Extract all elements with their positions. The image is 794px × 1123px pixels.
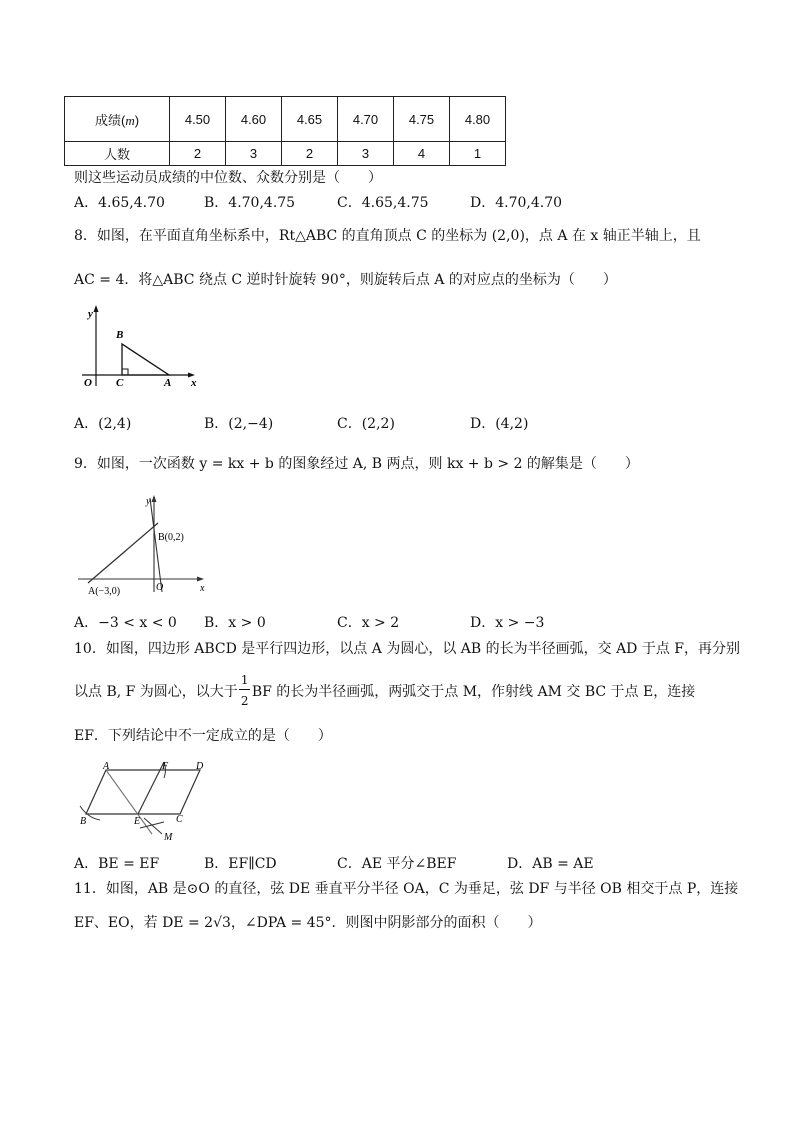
q9-function-line [88,523,158,583]
q9-label-a: A(−3,0) [88,586,121,597]
score-cell: 4.50 [170,97,226,142]
q10-stem-line2 [74,673,696,708]
q8-label-b: B [116,329,124,341]
count-cell: 3 [338,142,394,166]
score-cell: 4.80 [450,97,506,142]
q7-option-d[interactable]: D．4.70,4.70 [470,195,563,211]
score-cell: 4.75 [394,97,450,142]
count-cell: 2 [170,142,226,166]
q7-stem: 则这些运动员成绩的中位数、众数分别是（ ） [74,170,382,186]
q8-option-a[interactable]: A．(2,4) [74,416,132,432]
q10-option-c[interactable]: C．AE 平分∠BEF [337,856,457,872]
q8-option-b[interactable]: B．(2,−4) [204,416,274,432]
q10-option-b[interactable]: B．EF∥CD [204,856,277,872]
q9-label-y: y [146,496,151,507]
q8-triangle [122,344,169,375]
q10-figure [74,758,214,842]
count-cell: 4 [394,142,450,166]
count-label-cell: 人数 [65,142,170,166]
q10-option-d[interactable]: D．AB = AE [507,856,594,872]
q9-stem: 9．如图，一次函数 y = kx + b 的图象经过 A, B 两点，则 kx + b > 2 的解集是（ ） [74,456,639,472]
table-row [65,142,506,166]
q7-option-c[interactable]: C．4.65,4.75 [337,195,429,211]
q9-option-a[interactable]: A．−3 < x < 0 [74,615,177,631]
q7-option-b[interactable]: B．4.70,4.75 [204,195,296,211]
q10-label-d: D [196,761,204,772]
q10-fraction-numerator: 1 [240,673,249,687]
q8-stem-line2: AC = 4．将△ABC 绕点 C 逆时针旋转 90°，则旋转后点 A 的对应点的坐标为（ ） [74,272,617,288]
q8-label-x: x [191,377,197,389]
q10-line2-part-b: BF 的长为半径画弧，两弧交于点 M，作射线 AM 交 BC 于点 E，连接 [251,684,696,700]
q9-crossing-line [150,498,162,592]
q10-label-c: C [176,814,183,825]
q10-fraction-denominator: 2 [240,694,249,708]
table-row [65,97,506,142]
score-cell: 4.65 [282,97,338,142]
score-cell: 4.70 [338,97,394,142]
q10-label-e: E [134,816,141,827]
q10-label-f: F [162,761,169,772]
q8-label-y: y [88,308,93,320]
score-table [64,96,506,166]
q11-stem-line2: EF、EO，若 DE = 2√3，∠DPA = 45°．则图中阴影部分的面积（ ） [74,915,542,931]
q9-label-b: B(0,2) [158,532,184,543]
q8-stem-line1: 8．如图，在平面直角坐标系中，Rt△ABC 的直角顶点 C 的坐标为 (2,0)，点 A 在 x 轴正半轴上，且 [74,228,701,244]
count-cell: 3 [226,142,282,166]
q10-fraction-bar [239,689,250,690]
q8-y-arrow [94,305,99,312]
q10-stem-line1: 10．如图，四边形 ABCD 是平行四边形，以点 A 为圆心，以 AB 的长为半径画弧，交 AD 于点 F，再分别 [74,641,741,657]
q10-line2-part-a: 以点 B, F 为圆心，以大于 [74,684,238,700]
q9-option-c[interactable]: C．x > 2 [337,615,400,631]
q8-right-angle-mark [122,369,128,375]
header-unit: m [125,112,135,128]
q8-label-c: C [116,377,124,389]
q10-label-b: B [80,816,87,827]
q8-label-o: O [84,377,92,389]
q10-stem-line3: EF．下列结论中不一定成立的是（ ） [74,728,332,744]
q9-y-arrow [152,495,157,502]
q9-option-d[interactable]: D．x > −3 [470,615,545,631]
q7-option-a[interactable]: A．4.65,4.70 [74,195,165,211]
q10-fraction [238,673,252,708]
q10-parallelogram [86,770,200,814]
count-cell: 1 [450,142,506,166]
q10-label-a: A [103,761,110,772]
header-label: 成绩 [94,112,121,128]
q8-label-a: A [164,377,172,389]
q10-option-a[interactable]: A．BE = EF [74,856,160,872]
q11-stem-line1: 11．如图，AB 是⊙O 的直径，弦 DE 垂直平分半径 OA，C 为垂足，弦 DF 与半径 OB 相交于点 P，连接 [74,881,739,897]
q9-figure [74,492,210,602]
q9-x-arrow [197,577,204,582]
q9-label-o: O [156,582,164,593]
q8-option-d[interactable]: D．(4,2) [470,416,529,432]
count-cell: 2 [282,142,338,166]
q10-ray-am [106,770,152,834]
score-cell: 4.60 [226,97,282,142]
q10-label-m: M [164,832,173,842]
q9-option-b[interactable]: B．x > 0 [204,615,266,631]
table-header-cell: 成绩(m) [65,97,170,142]
q8-figure [74,304,204,392]
q9-label-x: x [200,583,205,594]
q8-option-c[interactable]: C．(2,2) [337,416,395,432]
